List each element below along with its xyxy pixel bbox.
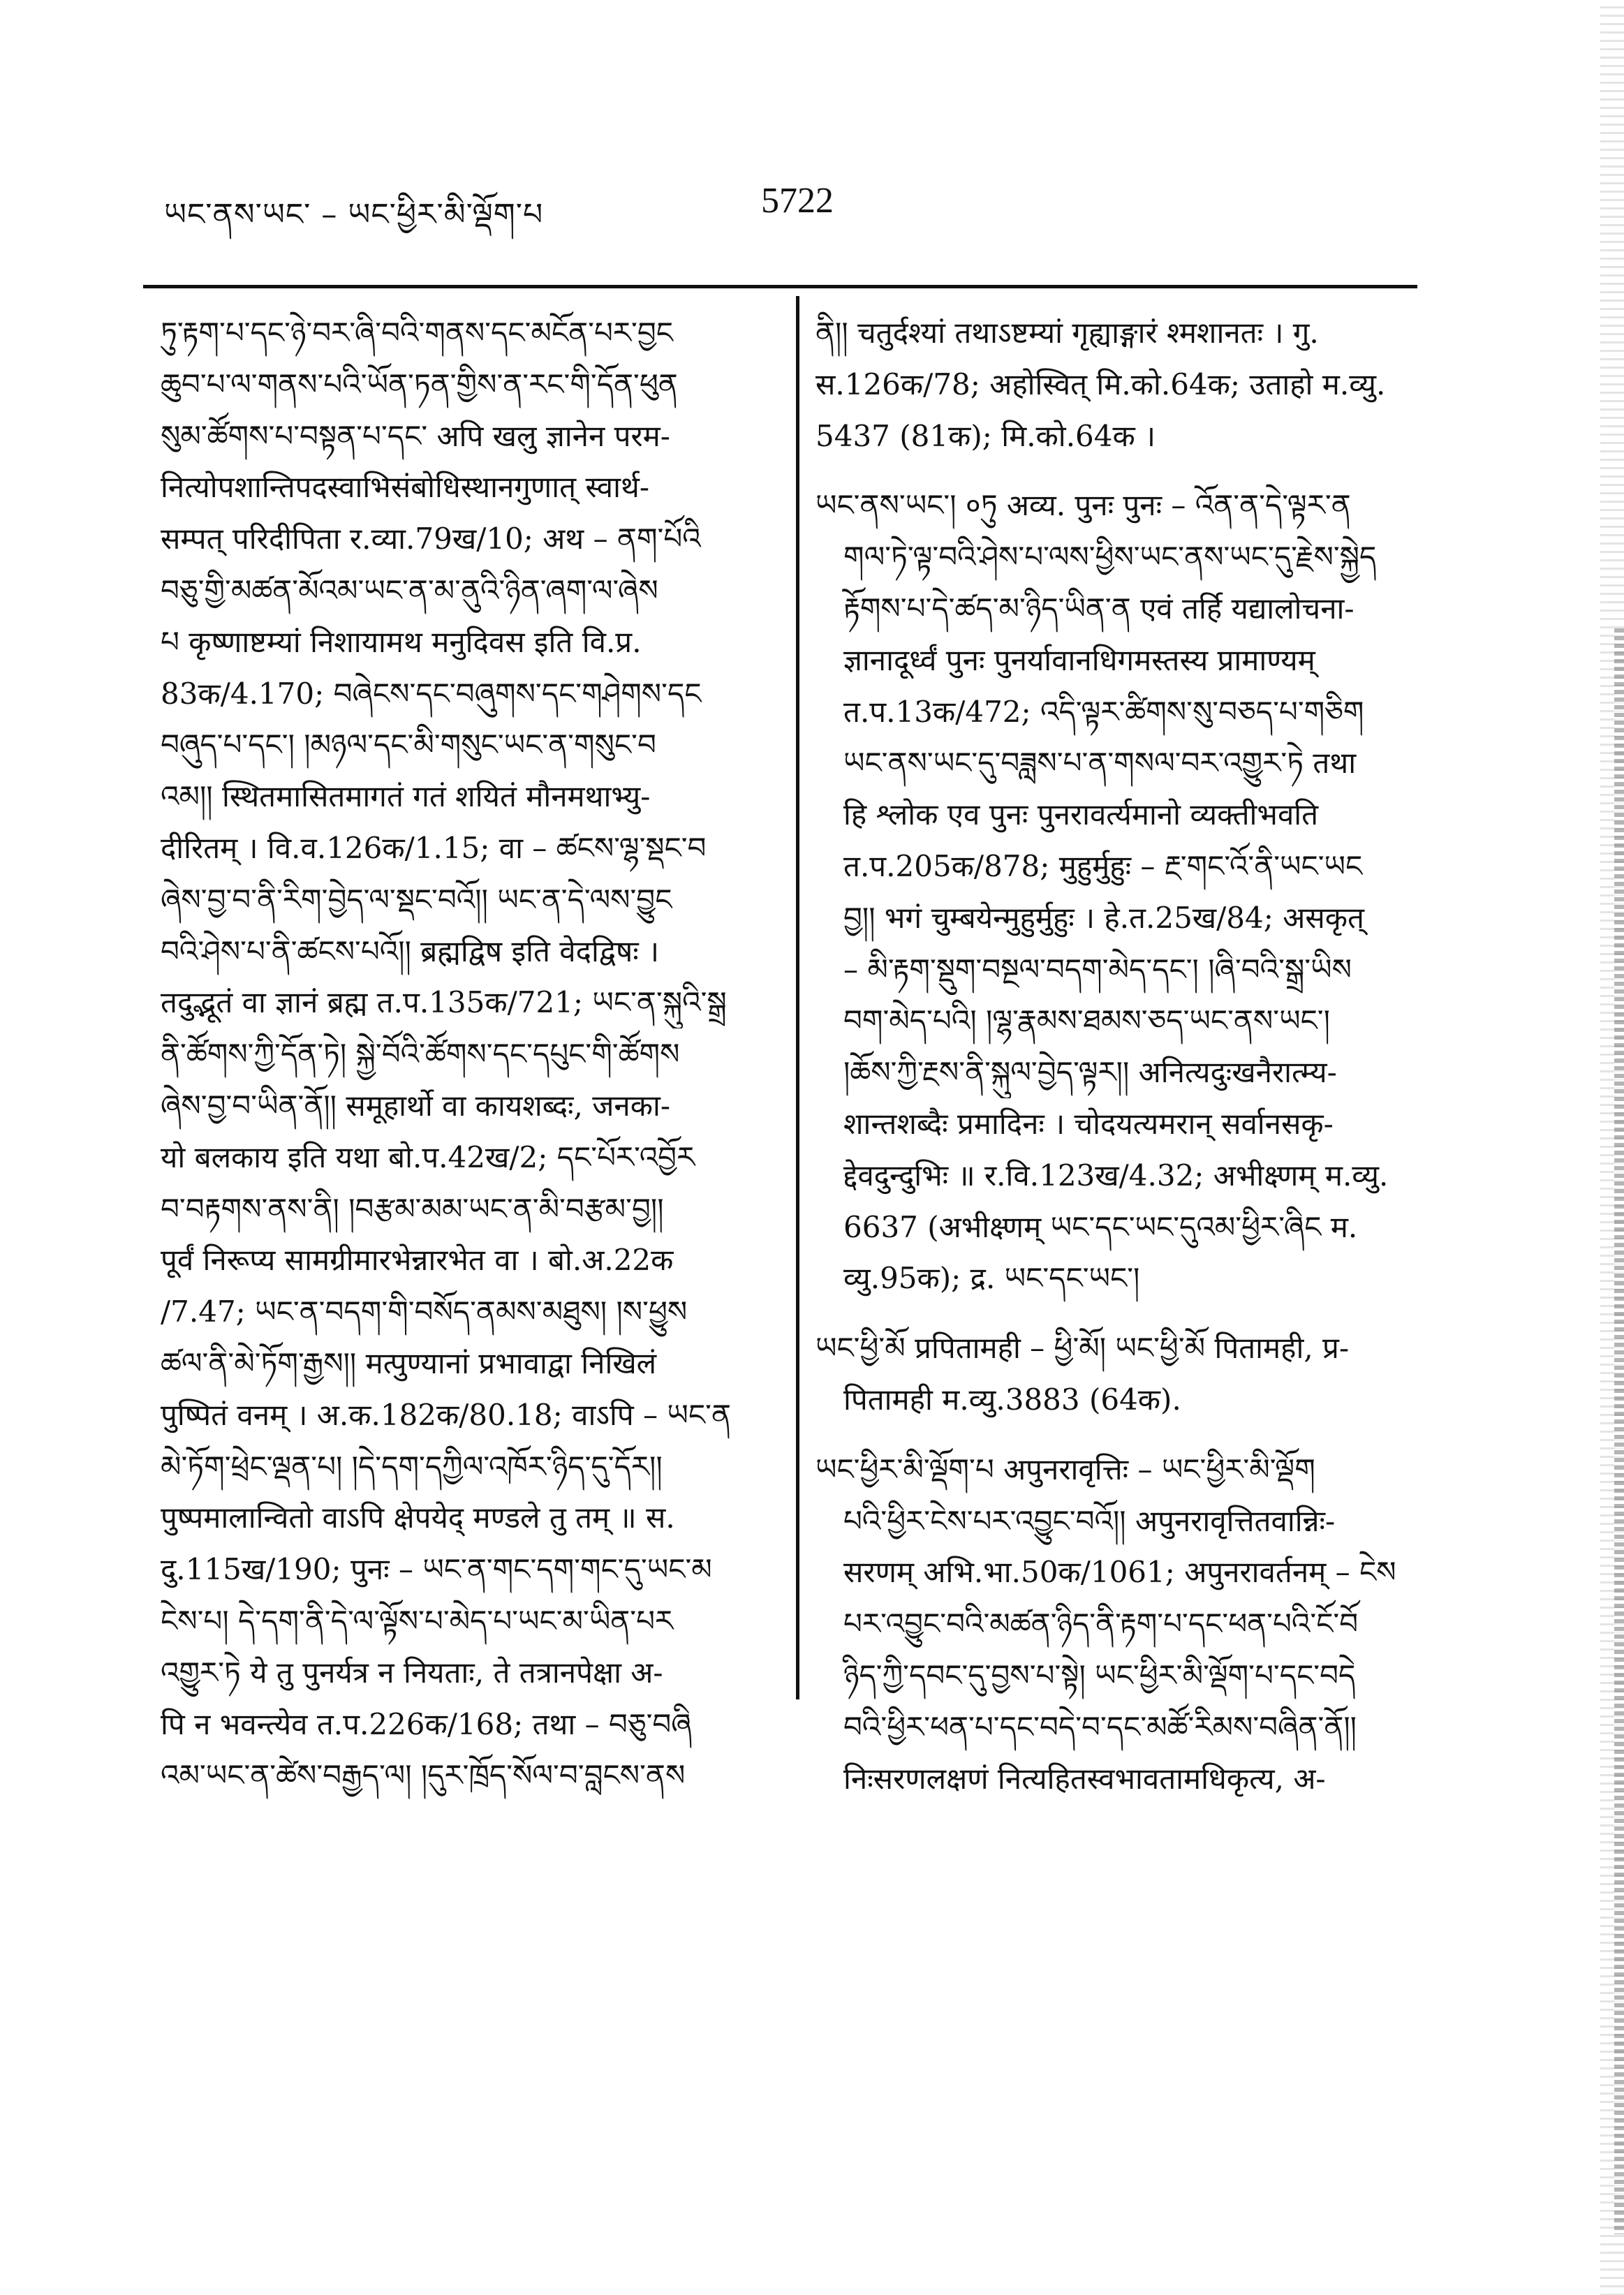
text-line: हि श्लोक एव पुनः पुनरावर्त्यमानो व्यक्तीभवति: [843, 797, 1319, 832]
text-line: བྱ།། भगं चुम्बयेन्मुहुर्मुहुः । हे.त.25ख/84; असकृत्: [843, 900, 1364, 935]
running-head: ཡང་ནས་ཡང་ – ཡང་ཕྱིར་མི་ལྡོག་པ: [164, 197, 544, 233]
text-line: ནི་ཚོགས་ཀྱི་དོན་ཏེ། སྐྱེ་བོའི་ཚོགས་དང་དཔུང་གི་ཚོགས: [161, 1037, 680, 1072]
text-line: पुष्पितं वनम् । अ.क.182क/80.18; वाऽपि – ཡང་ན: [161, 1397, 731, 1432]
text-line: सम्पत् परिदीपिता र.व्या.79ख/10; अथ – ནག་པོའི: [161, 522, 701, 556]
text-line: शान्तशब्दैः प्रमादिनः । चोदयत्यमरान् सर्वानसकृ-: [843, 1106, 1334, 1141]
text-line: 83क/4.170; བཞེངས་དང་བཞུགས་དང་གཤེགས་དང: [161, 676, 702, 711]
text-line: འམ་ཡང་ན་ཚེས་བརྒྱད་ལ། །དུར་ཁྲོད་སོལ་བ་བླངས་ནས: [161, 1758, 686, 1793]
text-line: सरणम् अभि.भा.50क/1061; अपुनरावर्तनम् – ངེས: [843, 1555, 1396, 1590]
text-line: ཆུབ་པ་ལ་གནས་པའི་ཡོན་ཏན་གྱིས་ན་རང་གི་དོན་ཕུན: [161, 367, 678, 401]
dictionary-entry: [815, 480, 1416, 1304]
text-line: བ་བརྟགས་ནས་ནི། །བརྩམ་མམ་ཡང་ན་མི་བརྩམ་བྱ།།: [161, 1191, 664, 1226]
text-line: ཡང་ཕྱིར་མི་ལྡོག་པ अपुनरावृत्तिः – ཡང་ཕྱིར་མི་ལྡོག: [815, 1452, 1315, 1486]
text-line: व्यु.95क); द्र. ཡང་དང་ཡང་།: [843, 1261, 1140, 1296]
page-number: 5722: [761, 181, 834, 221]
text-line: पि न भवन्त्येव त.प.226क/168; तथा – བཅུ་བཞི: [161, 1706, 692, 1741]
text-line: यो बलकाय इति यथा बो.प.42ख/2; དང་པོར་འབྱོར: [161, 1139, 695, 1174]
text-line: ནི།། चतुर्दश्यां तथाऽष्टम्यां गृह्याङ्गारं श्मशानतः । गु.: [815, 316, 1319, 350]
text-line: འམ།། स्थितमासितमागतं गतं शयितं मौनमथाभ्यु-: [161, 779, 651, 814]
dictionary-entry: [815, 307, 1416, 462]
text-line: त.प.13क/472; འདི་ལྟར་ཚིགས་སུ་བཅད་པ་གཅིག: [843, 694, 1364, 729]
text-line: दु.115ख/190; पुनः – ཡང་ན་གང་དག་གང་དུ་ཡང་མ: [161, 1552, 712, 1587]
text-line: ཡང་ནས་ཡང་དུ་བཟླས་པ་ན་གསལ་བར་འགྱུར་ཏེ तथा: [843, 746, 1357, 781]
text-line: ཞེས་བྱ་བ་ནི་རིག་བྱེད་ལ་སྡང་བའོ།། ཡང་ན་དེ་ལས་བྱུང: [161, 882, 672, 917]
text-line: द्देवदुन्दुभिः ॥ र.वि.123ख/4.32; अभीक्ष्णम् म.व्यु.: [843, 1158, 1389, 1193]
text-line: ཚལ་ནི་མེ་ཏོག་རྒྱས།། मत्पुण्यानां प्रभावाद्वा निखिलं: [161, 1345, 657, 1380]
text-line: བག་མེད་པའི། །ལྷ་རྣམས་ཐམས་ཅད་ཡང་ནས་ཡང་།: [843, 1003, 1330, 1038]
text-line: གལ་ཏེ་ལྟ་བའི་ཤེས་པ་ལས་ཕྱིས་ཡང་ནས་ཡང་དུ་རྗེས་སྐྱེད: [843, 540, 1377, 575]
text-line: ཏུ་རྟག་པ་དང་ཉེ་བར་ཞི་བའི་གནས་དང་མངོན་པར་བྱང: [161, 316, 674, 350]
text-line: ཉིད་ཀྱི་དབང་དུ་བྱས་པ་སྟེ། ཡང་ཕྱིར་མི་ལྡོག་པ་དང་བདེ: [843, 1658, 1356, 1692]
dictionary-entry: [815, 1444, 1416, 1805]
text-line: पुष्पमालान्वितो वाऽपि क्षेपयेद् मण्डले तु तम् ॥ स.: [161, 1500, 675, 1535]
text-line: ཡང་ནས་ཡང་། ०ཏུ अव्य. पुनः पुनः – འོན་ན་དེ་ལྟར་ན: [815, 488, 1351, 523]
text-line: निःसरणलक्षणं नित्यहितस्वभावतामधिकृत्य, अ-: [843, 1761, 1326, 1796]
text-line: ངེས་པ། དེ་དག་ནི་དེ་ལ་ལྟོས་པ་མེད་པ་ཡང་མ་ཡིན་པར: [161, 1603, 674, 1638]
scan-edge-shadow: [1614, 628, 1624, 2234]
text-line: /7.47; ཡང་ན་བདག་གི་བསོད་ནམས་མཐུས། །ས་ཕྱུས: [161, 1294, 688, 1329]
text-line: ज्ञानादूर्ध्वं पुनः पुनर्यावानधिगमस्तस्य प्रामाण्यम्: [843, 642, 1315, 677]
text-line: བའི་ཕྱིར་ཕན་པ་དང་བདེ་བ་དང་མཚོ་རིམས་བཞིན་ནོ།།: [843, 1709, 1357, 1744]
text-line: འགྱུར་ཏེ ये तु पुनर्यत्र न नियताः, ते तत्रानपेक्षा अ-: [161, 1655, 663, 1690]
text-line: བཅུ་གྱི་མཚན་མོའམ་ཡང་ན་མ་ནུའི་ཉིན་ཞག་ལ་ཞེས: [161, 573, 658, 607]
text-line: ཡང་ཕྱི་མོ प्रपितामही – ཕྱི་མོ། ཡང་ཕྱི་མོ पितामही, प्र-: [815, 1331, 1350, 1366]
text-line: བཞུད་པ་དང་། །མཉལ་དང་མི་གསུང་ཡང་ན་གསུང་བ: [161, 728, 656, 762]
text-line: མེ་ཏོག་ཕྲེང་ལྡན་པ། །དེ་དག་དཀྱིལ་འཁོར་ཉིད་དུ་དོར།།: [161, 1449, 663, 1484]
text-line: नित्योपशान्तिपदस्वाभिसंबोधिस्थानगुणात् स्वार्थ-: [161, 470, 650, 505]
text-line: བའི་ཤེས་པ་ནི་ཚངས་པའོ།། ब्रह्मद्विष इति वेदद्विषः ।: [161, 934, 660, 968]
text-line: पितामही म.व्यु.3883 (64क).: [843, 1382, 1181, 1417]
text-line: – མི་རྟག་སྡུག་བསྔལ་བདག་མེད་དང་། །ཞི་བའི་སྒྲ་ཡིས: [843, 952, 1352, 987]
header-rule: [143, 285, 1417, 288]
text-line: ཞེས་བྱ་བ་ཡིན་ནོ།། समूहार्थो वा कायशब्दः, जनका-: [161, 1088, 671, 1123]
right-column: [815, 307, 1416, 1822]
text-line: 5437 (81क); मि.को.64क ।: [815, 418, 1156, 453]
column-divider: [796, 296, 799, 1699]
text-line: རྟོགས་པ་དེ་ཚད་མ་ཉིད་ཡིན་ན एवं तर्हि यद्यालोचना-: [843, 591, 1354, 626]
text-line: त.प.205क/878; मुहुर्मुहुः – རྔ་གང་འོ་ནི་ཡང་ཡང: [843, 848, 1363, 883]
text-line: दीरितम् । वि.व.126क/1.15; वा – ཚངས་ལྷ་སྡང་བ: [161, 830, 707, 865]
left-column: [161, 307, 778, 1801]
text-line: པ कृष्णाष्टम्यां निशायामथ मनुदिवस इति वि.प्र.: [161, 624, 642, 659]
dictionary-entry: [815, 1322, 1416, 1426]
text-line: स.126क/78; अहोस्वित् मि.को.64क; उताहो म.व्यु.: [815, 367, 1386, 401]
text-line: 6637 (अभीक्ष्णम् ཡང་དང་ཡང་དུའམ་ཕྱིར་ཞིང म.: [843, 1209, 1358, 1244]
text-line: པར་འབྱུང་བའི་མཚན་ཉིད་ནི་རྟག་པ་དང་ཕན་པའི་ངོ་བོ: [843, 1607, 1359, 1641]
text-line: པའི་ཕྱིར་ངེས་པར་འབྱུང་བའོ།། अपुनरावृत्तितवान्निः-: [843, 1503, 1336, 1538]
text-line: तदुद्भूतं वा ज्ञानं ब्रह्म त.प.135क/721; ཡང་ན་སྐུའི་སྒྲ: [161, 985, 727, 1020]
text-line: སུམ་ཚོགས་པ་བསྟན་པ་དང་ अपि खलु ज्ञानेन परम-: [161, 418, 670, 453]
text-line: །ཆོས་ཀྱི་རྔས་ནི་སྐུལ་བྱེད་ལྟར།། अनित्यदुःखनैरात्म्य-: [843, 1055, 1337, 1090]
text-line: पूर्वं निरूप्य सामग्रीमारभेन्नारभेत वा । बो.अ.22क: [161, 1243, 674, 1278]
